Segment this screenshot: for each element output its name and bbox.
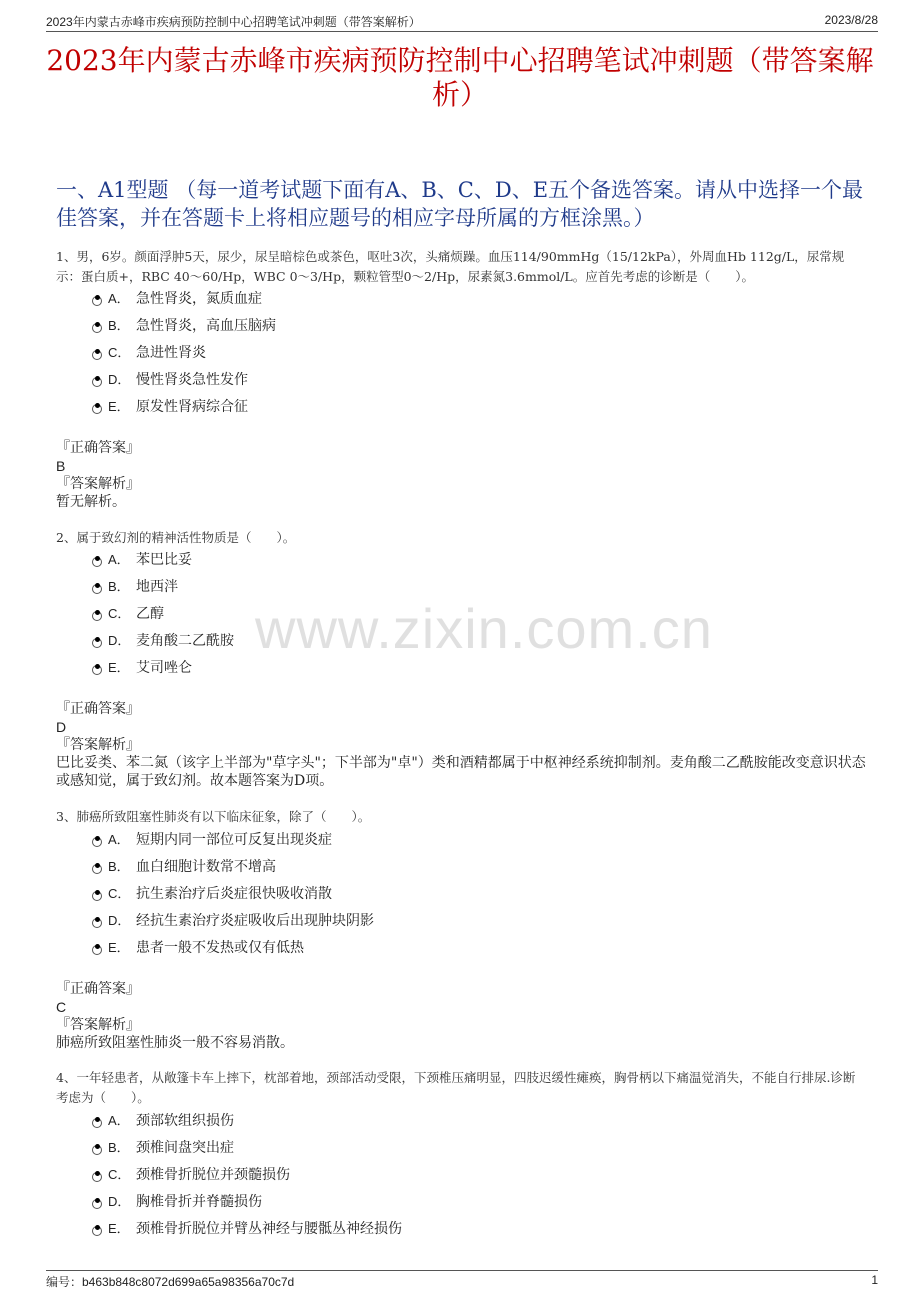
radio-icon[interactable] <box>92 350 102 360</box>
question-stem: 4、一年轻患者，从敞篷卡车上摔下，枕部着地，颈部活动受限，下颈椎压痛明显，四肢迟缓性瘫痪，胸骨柄以下痛温觉消失，不能自行排尿.诊断考虑为（ ）。 <box>56 1070 856 1105</box>
option-letter: A． <box>108 1113 130 1128</box>
watermark: www.zixin.com.cn <box>255 597 713 660</box>
page-header <box>46 13 878 32</box>
option-text: 抗生素治疗后炎症很快吸收消散 <box>136 885 332 902</box>
option-text: 经抗生素治疗炎症吸收后出现肿块阴影 <box>136 912 374 929</box>
option-list <box>92 1106 402 1241</box>
option-letter: C． <box>108 886 131 901</box>
radio-icon[interactable] <box>92 377 102 387</box>
option-text: 颈椎骨折脱位并臂丛神经与腰骶丛神经损伤 <box>136 1220 402 1237</box>
option-a[interactable] <box>92 545 234 572</box>
radio-icon[interactable] <box>92 665 102 675</box>
option-text: 原发性肾病综合征 <box>136 398 248 415</box>
option-letter: D． <box>108 913 131 928</box>
radio-icon[interactable] <box>92 918 102 928</box>
option-letter: B． <box>108 1140 130 1155</box>
radio-icon[interactable] <box>92 864 102 874</box>
analysis-label: 『答案解析』 <box>56 1017 140 1033</box>
document-title: 2023年内蒙古赤峰市疾病预防控制中心招聘笔试冲刺题（带答案解析） <box>46 44 874 111</box>
radio-icon[interactable] <box>92 611 102 621</box>
option-text: 慢性肾炎急性发作 <box>136 371 248 388</box>
analysis-label: 『答案解析』 <box>56 476 140 492</box>
radio-icon[interactable] <box>92 891 102 901</box>
radio-icon[interactable] <box>92 1118 102 1128</box>
option-d[interactable] <box>92 1187 402 1214</box>
page-footer <box>46 1270 878 1291</box>
analysis-label: 『答案解析』 <box>56 737 140 753</box>
option-text: 急进性肾炎 <box>136 344 206 361</box>
option-letter: C． <box>108 1167 131 1182</box>
question-stem: 3、肺癌所致阻塞性肺炎有以下临床征象，除了（ ）。 <box>56 809 371 824</box>
option-text: 短期内同一部位可反复出现炎症 <box>136 831 332 848</box>
option-a[interactable] <box>92 825 374 852</box>
option-letter: E． <box>108 399 130 414</box>
option-list <box>92 284 276 419</box>
question-stem: 1、男，6岁。颜面浮肿5天，尿少，尿呈暗棕色或茶色，呕吐3次，头痛烦躁。血压114/90mmHg（15/12kPa），外周血Hb 112g/L，尿常规示：蛋白质+，RBC 40～60/Hp，WBC 0～3/Hp，颗粒管型0～2/Hp，尿素氮3.6mmol/L。应首先考虑的诊断是（ ）。 <box>56 249 845 284</box>
answer-label: 『正确答案』 <box>56 981 140 997</box>
analysis-text: 暂无解析。 <box>56 494 126 510</box>
answer-value: B <box>56 458 66 474</box>
option-letter: B． <box>108 859 130 874</box>
option-text: 地西泮 <box>136 578 178 595</box>
option-list <box>92 825 374 960</box>
option-text: 急性肾炎，高血压脑病 <box>136 317 276 334</box>
option-text: 乙醇 <box>136 605 164 622</box>
option-text: 颈椎骨折脱位并颈髓损伤 <box>136 1166 290 1183</box>
option-c[interactable] <box>92 599 234 626</box>
option-letter: D． <box>108 372 131 387</box>
option-letter: E． <box>108 940 130 955</box>
option-c[interactable] <box>92 879 374 906</box>
radio-icon[interactable] <box>92 404 102 414</box>
option-b[interactable] <box>92 572 234 599</box>
option-letter: B． <box>108 318 130 333</box>
radio-icon[interactable] <box>92 1199 102 1209</box>
option-text: 颈椎间盘突出症 <box>136 1139 234 1156</box>
option-a[interactable] <box>92 1106 402 1133</box>
radio-icon[interactable] <box>92 557 102 567</box>
answer-label: 『正确答案』 <box>56 440 140 456</box>
option-e[interactable] <box>92 653 234 680</box>
answer-value: C <box>56 999 67 1015</box>
analysis-text: 巴比妥类、苯二氮（该字上半部为"草字头"；下半部为"卓"）类和酒精都属于中枢神经系统抑制剂。麦角酸二乙酰胺能改变意识状态或感知觉，属于致幻剂。故本题答案为D项。 <box>56 755 866 789</box>
option-letter: D． <box>108 633 131 648</box>
option-d[interactable] <box>92 906 374 933</box>
option-c[interactable] <box>92 1160 402 1187</box>
radio-icon[interactable] <box>92 1172 102 1182</box>
answer-block <box>56 439 868 511</box>
option-letter: E． <box>108 660 130 675</box>
option-a[interactable] <box>92 284 276 311</box>
question-stem: 2、属于致幻剂的精神活性物质是（ ）。 <box>56 530 296 545</box>
option-e[interactable] <box>92 392 276 419</box>
radio-icon[interactable] <box>92 1226 102 1236</box>
option-letter: B． <box>108 579 130 594</box>
option-text: 麦角酸二乙酰胺 <box>136 632 234 649</box>
answer-label: 『正确答案』 <box>56 701 140 717</box>
option-letter: A． <box>108 291 130 306</box>
radio-icon[interactable] <box>92 323 102 333</box>
header-date: 2023/8/28 <box>824 13 878 27</box>
radio-icon[interactable] <box>92 584 102 594</box>
option-list <box>92 545 234 680</box>
option-letter: C． <box>108 606 131 621</box>
option-e[interactable] <box>92 933 374 960</box>
option-d[interactable] <box>92 626 234 653</box>
option-d[interactable] <box>92 365 276 392</box>
option-letter: A． <box>108 552 130 567</box>
answer-value: D <box>56 719 67 735</box>
option-letter: C． <box>108 345 131 360</box>
radio-icon[interactable] <box>92 296 102 306</box>
header-title: 2023年内蒙古赤峰市疾病预防控制中心招聘笔试冲刺题（带答案解析） <box>46 15 421 29</box>
radio-icon[interactable] <box>92 638 102 648</box>
answer-block <box>56 700 868 790</box>
option-text: 艾司唑仑 <box>136 659 192 676</box>
option-b[interactable] <box>92 1133 402 1160</box>
option-text: 苯巴比妥 <box>136 551 192 568</box>
option-b[interactable] <box>92 852 374 879</box>
option-letter: A． <box>108 832 130 847</box>
option-text: 颈部软组织损伤 <box>136 1112 234 1129</box>
option-e[interactable] <box>92 1214 402 1241</box>
option-text: 血白细胞计数常不增高 <box>136 858 276 875</box>
document-id: 编号：b463b848c8072d699a65a98356a70c7d <box>46 1275 295 1289</box>
option-letter: E． <box>108 1221 130 1236</box>
radio-icon[interactable] <box>92 945 102 955</box>
answer-block <box>56 980 868 1052</box>
radio-icon[interactable] <box>92 1145 102 1155</box>
radio-icon[interactable] <box>92 837 102 847</box>
page-number: 1 <box>871 1273 878 1287</box>
option-c[interactable] <box>92 338 276 365</box>
option-b[interactable] <box>92 311 276 338</box>
section-heading: 一、A1型题 （每一道考试题下面有A、B、C、D、E五个备选答案。请从中选择一个最佳答案，并在答题卡上将相应题号的相应字母所属的方框涂黑。） <box>56 178 864 230</box>
option-text: 胸椎骨折并脊髓损伤 <box>136 1193 262 1210</box>
option-text: 急性肾炎，氮质血症 <box>136 290 262 307</box>
option-text: 患者一般不发热或仅有低热 <box>136 939 304 956</box>
option-letter: D． <box>108 1194 131 1209</box>
analysis-text: 肺癌所致阻塞性肺炎一般不容易消散。 <box>56 1035 294 1051</box>
